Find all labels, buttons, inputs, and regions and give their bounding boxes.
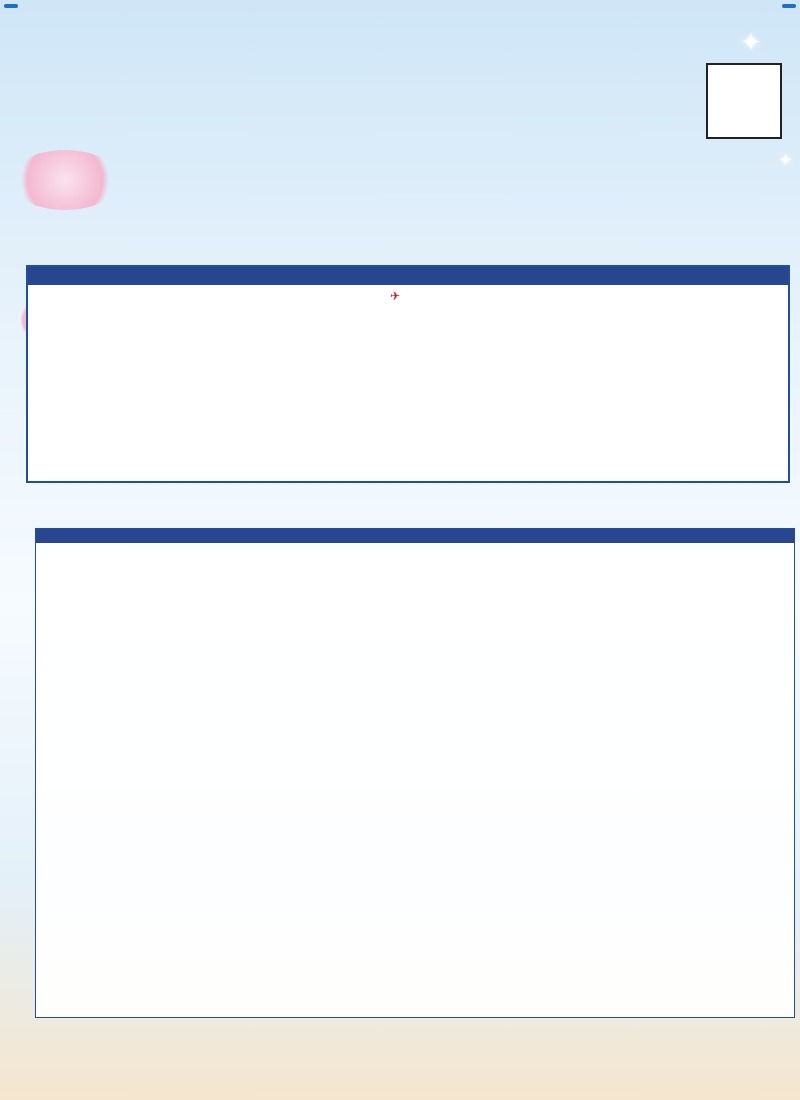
ad-tag-left xyxy=(4,4,18,8)
col-peer-price xyxy=(598,267,693,285)
korea-table xyxy=(35,528,795,1018)
col-suggest-price xyxy=(283,529,333,543)
okinawa-route xyxy=(28,285,418,481)
col-suggest-price xyxy=(693,267,788,285)
korea-table-header xyxy=(36,529,794,543)
col-route xyxy=(36,529,186,543)
okinawa-table-header xyxy=(28,267,788,285)
col-features xyxy=(470,529,794,543)
ad-tag-right xyxy=(782,4,796,8)
star-icon: ✦ xyxy=(778,150,794,171)
okinawa-route-name xyxy=(34,290,412,308)
okinawa-table xyxy=(26,265,790,483)
star-icon: ✦ xyxy=(740,28,762,58)
col-route xyxy=(28,267,418,285)
col-date xyxy=(333,529,470,543)
col-peer-price xyxy=(233,529,283,543)
page-footer xyxy=(0,1076,800,1100)
col-departure xyxy=(186,529,234,543)
hongkong-airlines-logo: ✈ xyxy=(389,289,400,303)
tourstar-logo xyxy=(44,70,264,165)
col-date xyxy=(418,267,598,285)
qr-code-icon xyxy=(706,63,782,139)
